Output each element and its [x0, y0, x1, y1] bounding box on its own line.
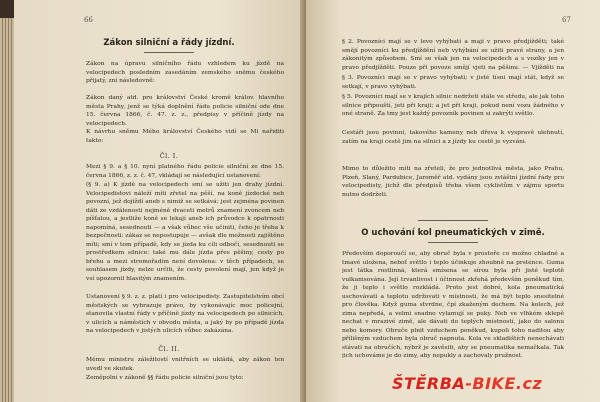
right-para-4: Cestáři jsou povinni, takového kameny neb dřeva k vyspravě ulehnutí, zatím na kraji cestě jim na silnici a z jízdy ku cestě je vyzváni. [342, 130, 564, 145]
title-divider [144, 52, 194, 53]
left-s2-para-1: Mému ministru záležitostí vnitřních se ukládá, aby zákon ten uvedl ve skutek. [86, 357, 284, 372]
right-para-2: § 3. Povozníci mají se v pravo vyhýbati; v jisté tísni mají stát, když se setkají, v pravo vyhýbati. [342, 75, 564, 90]
left-s1-para-1: Mezi § 9. a § 10. nyní platného řádu policie silniční ze dne 15. června 1866, z. z. č. 47, vkládají se následující ustanovení: [86, 164, 284, 179]
left-section-1: Čl. I. [159, 152, 179, 160]
right-page [306, 0, 600, 402]
right-para-3: § 5. Povozníci mají se v krajích silnic nedržeti stále ve středu, ale jak toho silnice připouští, jeti při kraji; a jet při kraji, pokud není vozu žádného v oné straně. Za tmy jest každý povozník povinen si zakrýti světlo. [342, 94, 564, 117]
left-intro-1: Zákon na úpravu silničního řádu vzhledem ku jízdě na velocipedech posledním zasedáním zemského sněmu českého přijatý, zní následovně: [86, 61, 284, 84]
right-title-divider [428, 242, 478, 243]
site-watermark [392, 374, 592, 396]
right-title: O uchování kol pneumatických v zimě. [361, 228, 545, 238]
watermark-domain: -BIKE.cz [465, 374, 543, 393]
right-page-number: 67 [562, 16, 571, 24]
left-page [14, 0, 306, 402]
left-page-number: 66 [84, 16, 93, 24]
right-body: Především doporoučí se, aby obruč byla v prostoře co možno chladné a tmavé uložena, neboť světlo i teplo účinkuje zhoubně na prsténce. Guma jest látka rostlinná, která smísena se sírou byla při jisté teplotě vulkanisována. Její trvanlivost i účinnost zkřehá především poněkud tím, že ji teplo i světlo rozkládá. Proto jest dobré, kola pneumatická uschovávati a teplotu udržovati v místnosti, že má být teplo snesitelné pro člověka. Když guma stvrdne, čpí zkaženým dechem. Na kolech, jež zima nepředá, a velmi snadno vylamují se puky. Neb ve vlhkém sklepě nechat v mrazivé zimě, ale dávati do teplých místností, jako do salonu nebo komory. Obruče plnit vzduchem poněkud, kupoli toho naditou aby přílišným vzduchem byla obruč napnuta. Kola ve skladištích nenechávati stávati na obručích, nýbrž je zavěsiti, aby se pneumatika nemačkala. Tak jich uchováme je do zimy, aby nepukly a zachovaly pružnost. [342, 251, 564, 359]
left-intro-3: K návrhu sněmu Mého království Českého vidí se Mi nařiditi takto: [86, 129, 284, 144]
left-title: Zákon silniční a řády jízdní. [103, 38, 235, 48]
left-intro-2: Zákon daný atd. pro království České kromě králov. hlavního města Prahy, jenž se týká doplnění řádu policie silniční ode dne 15. června 1866, č. 47. z. z., předpisy v příčině jízdy na velocipedech. [86, 95, 284, 127]
left-s2-para-2: Zeměpolní v zákoně §§ řádu policie silniční jsou tyto: [86, 375, 244, 381]
right-para-5: Mimo to důležito míti na zřeteli, že pro jednotlivá města, jako Prahu, Plzeň, Slaný, Pardubice, Jaroměř atd. vydány jsou zvláštní jízdní řády pro velocipedisty, jichž dle předpisů třeba všem cyklistům v zájmu sportu nutno dodržeti. [342, 166, 564, 198]
watermark-brand: ŠTĚRBA [392, 374, 466, 393]
left-s1-para-3: Ustanovení § 9. z. z. platí i pro velocipedisty. Zastupitelstvím obcí městských se vyhrazuje právo, by vykonávajíc moc policejní, stanovila vlastní řády v příčině jízdy na velocipedech po silnicích, v ulicích a náměstích v obvodu města, a jaký by po případě jízda na velocipedech v jistých ulicích vůbec zakázána. [86, 294, 284, 334]
left-section-2: Čl. II. [158, 345, 180, 353]
right-para-1: § 2. Povozníci mají se v levo vyhýbati a mají v pravo předjížděti; také smějí povozníci ku předjíždění neb vyhýbání se užiti pravé strany, a jen zákonitým způsobem. Smí se však jen na velocipedech a s vozíky jen v pravo předjížděti. Pouze při povoze smějí vjeti na pěšinu. — Vjížděti na [342, 39, 564, 71]
left-s1-para-2: (§ 9. a) K jízdě na velocipedech smí se užiti jen drahy jízdní. Velocipedistovi náleží míti zřetel na pěší, na koně jízdecké neb povozní, jež dojíždí aneb s nimiž se setkává; jest zejména povinen dáti ze vzdálenosti nejméně dvaceti metrů znamení zvoncem neb píšťalou, a jestliže koně se lekají aneb ich průvodce k opatrnosti napomíná, sesednouti — a však vůbec vše učiniti, čeho je třeba k bezpečnosti: zákaz se nepostupuje — avšak dle možnosti zajištěno míti; smí v tom případě, kdy se jízda ku cíli odbočí, sesednouti se prostředkem silnice: také mu dále jízda přes pěšiny, cesty po břehu a mezi stromořadím není dovolena: v těch případech, se souhlasem jízdy, nelze určiti, že cesty povolení mají, jen když je vsí upozornil hlasitým znamením. [86, 182, 284, 282]
section-divider [418, 220, 488, 221]
